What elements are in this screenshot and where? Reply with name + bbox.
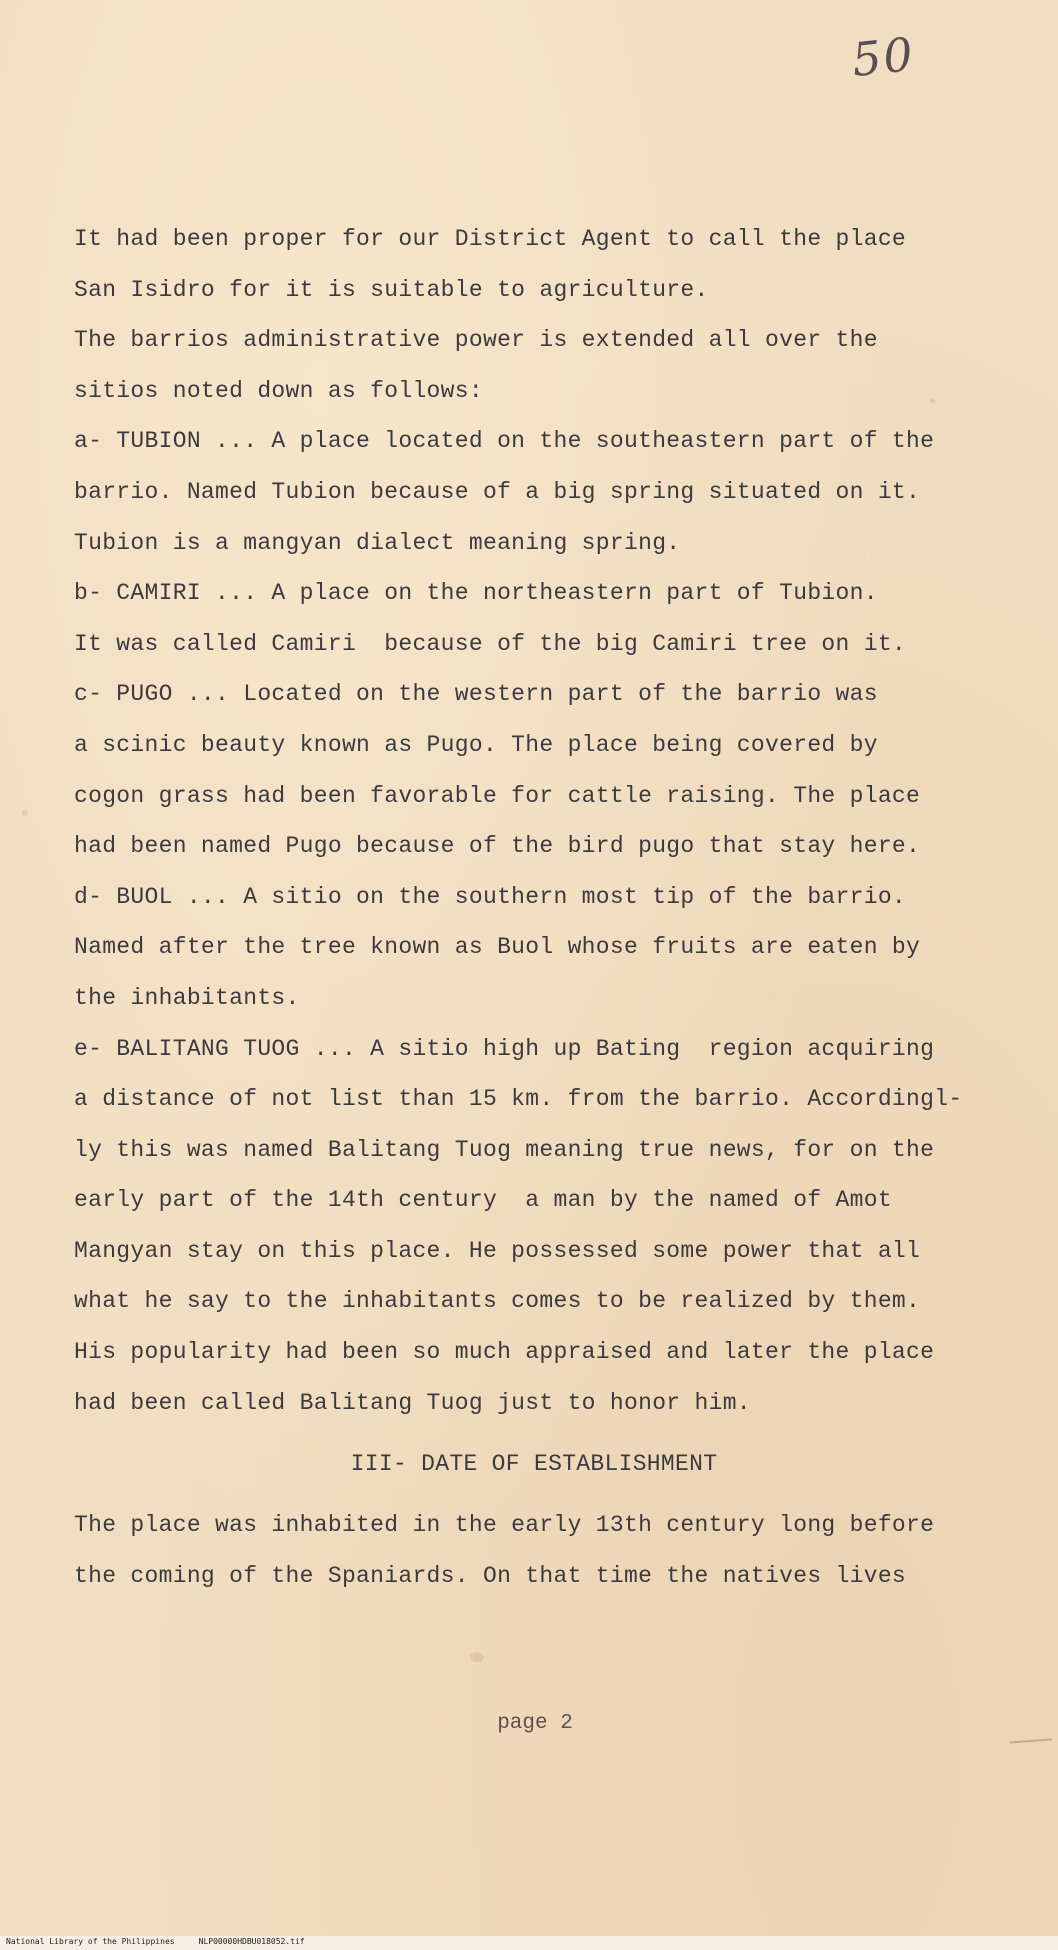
paper-stain — [22, 810, 28, 816]
text-line: a- TUBION ... A place located on the southeastern part of the — [74, 428, 935, 455]
text-line: the coming of the Spaniards. On that time the natives lives — [74, 1562, 907, 1589]
text-line: b- CAMIRI ... A place on the northeastern part of Tubion. — [74, 580, 878, 607]
footer-page-label: page 2 — [497, 1712, 573, 1735]
text-line: a scinic beauty known as Pugo. The place being covered by — [74, 731, 878, 758]
paper-stain — [470, 1652, 484, 1662]
text-line: cogon grass had been favorable for cattle raising. The place — [74, 782, 921, 809]
text-line: c- PUGO ... Located on the western part of the barrio was — [74, 681, 878, 708]
text-line: what he say to the inhabitants comes to be realized by them. — [74, 1288, 921, 1315]
text-line: had been named Pugo because of the bird pugo that stay here. — [74, 833, 921, 860]
handwritten-page-number: 50 — [849, 26, 918, 88]
text-line: The barrios administrative power is extended all over the — [74, 327, 878, 354]
text-line: The place was inhabited in the early 13th century long before — [74, 1512, 935, 1539]
archive-strip — [0, 1936, 1058, 1950]
text-line: ly this was named Balitang Tuog meaning true news, for on the — [74, 1136, 935, 1163]
section-heading: III- DATE OF ESTABLISHMENT — [350, 1451, 718, 1478]
text-line: It had been proper for our District Agent to call the place — [74, 226, 907, 252]
typewritten-body — [74, 214, 1034, 1601]
text-line: a distance of not list than 15 km. from the barrio. Accordingl- — [74, 1086, 963, 1113]
text-line: His popularity had been so much appraised and later the place — [74, 1339, 935, 1366]
text-line: the inhabitants. — [74, 984, 300, 1011]
text-line: d- BUOL ... A sitio on the southern most tip of the barrio. — [74, 883, 907, 910]
text-line: e- BALITANG TUOG ... A sitio high up Bating region acquiring — [74, 1035, 935, 1062]
text-line: Named after the tree known as Buol whose fruits are eaten by — [74, 934, 921, 961]
text-line: early part of the 14th century a man by the named of Amot — [74, 1187, 892, 1214]
text-line: had been called Balitang Tuog just to honor him. — [74, 1389, 751, 1416]
text-line: sitios noted down as follows: — [74, 377, 483, 404]
archive-label: National Library of the Philippines NLP00000HDBU018052.tif — [6, 1937, 305, 1946]
text-line: It was called Camiri because of the big Camiri tree on it. — [74, 630, 907, 657]
text-line: Tubion is a mangyan dialect meaning spring. — [74, 529, 681, 556]
text-line: barrio. Named Tubion because of a big spring situated on it. — [74, 478, 921, 505]
text-line: Mangyan stay on this place. He possessed some power that all — [74, 1237, 921, 1264]
edge-mark — [1010, 1739, 1052, 1744]
text-line: San Isidro for it is suitable to agriculture. — [74, 276, 709, 303]
